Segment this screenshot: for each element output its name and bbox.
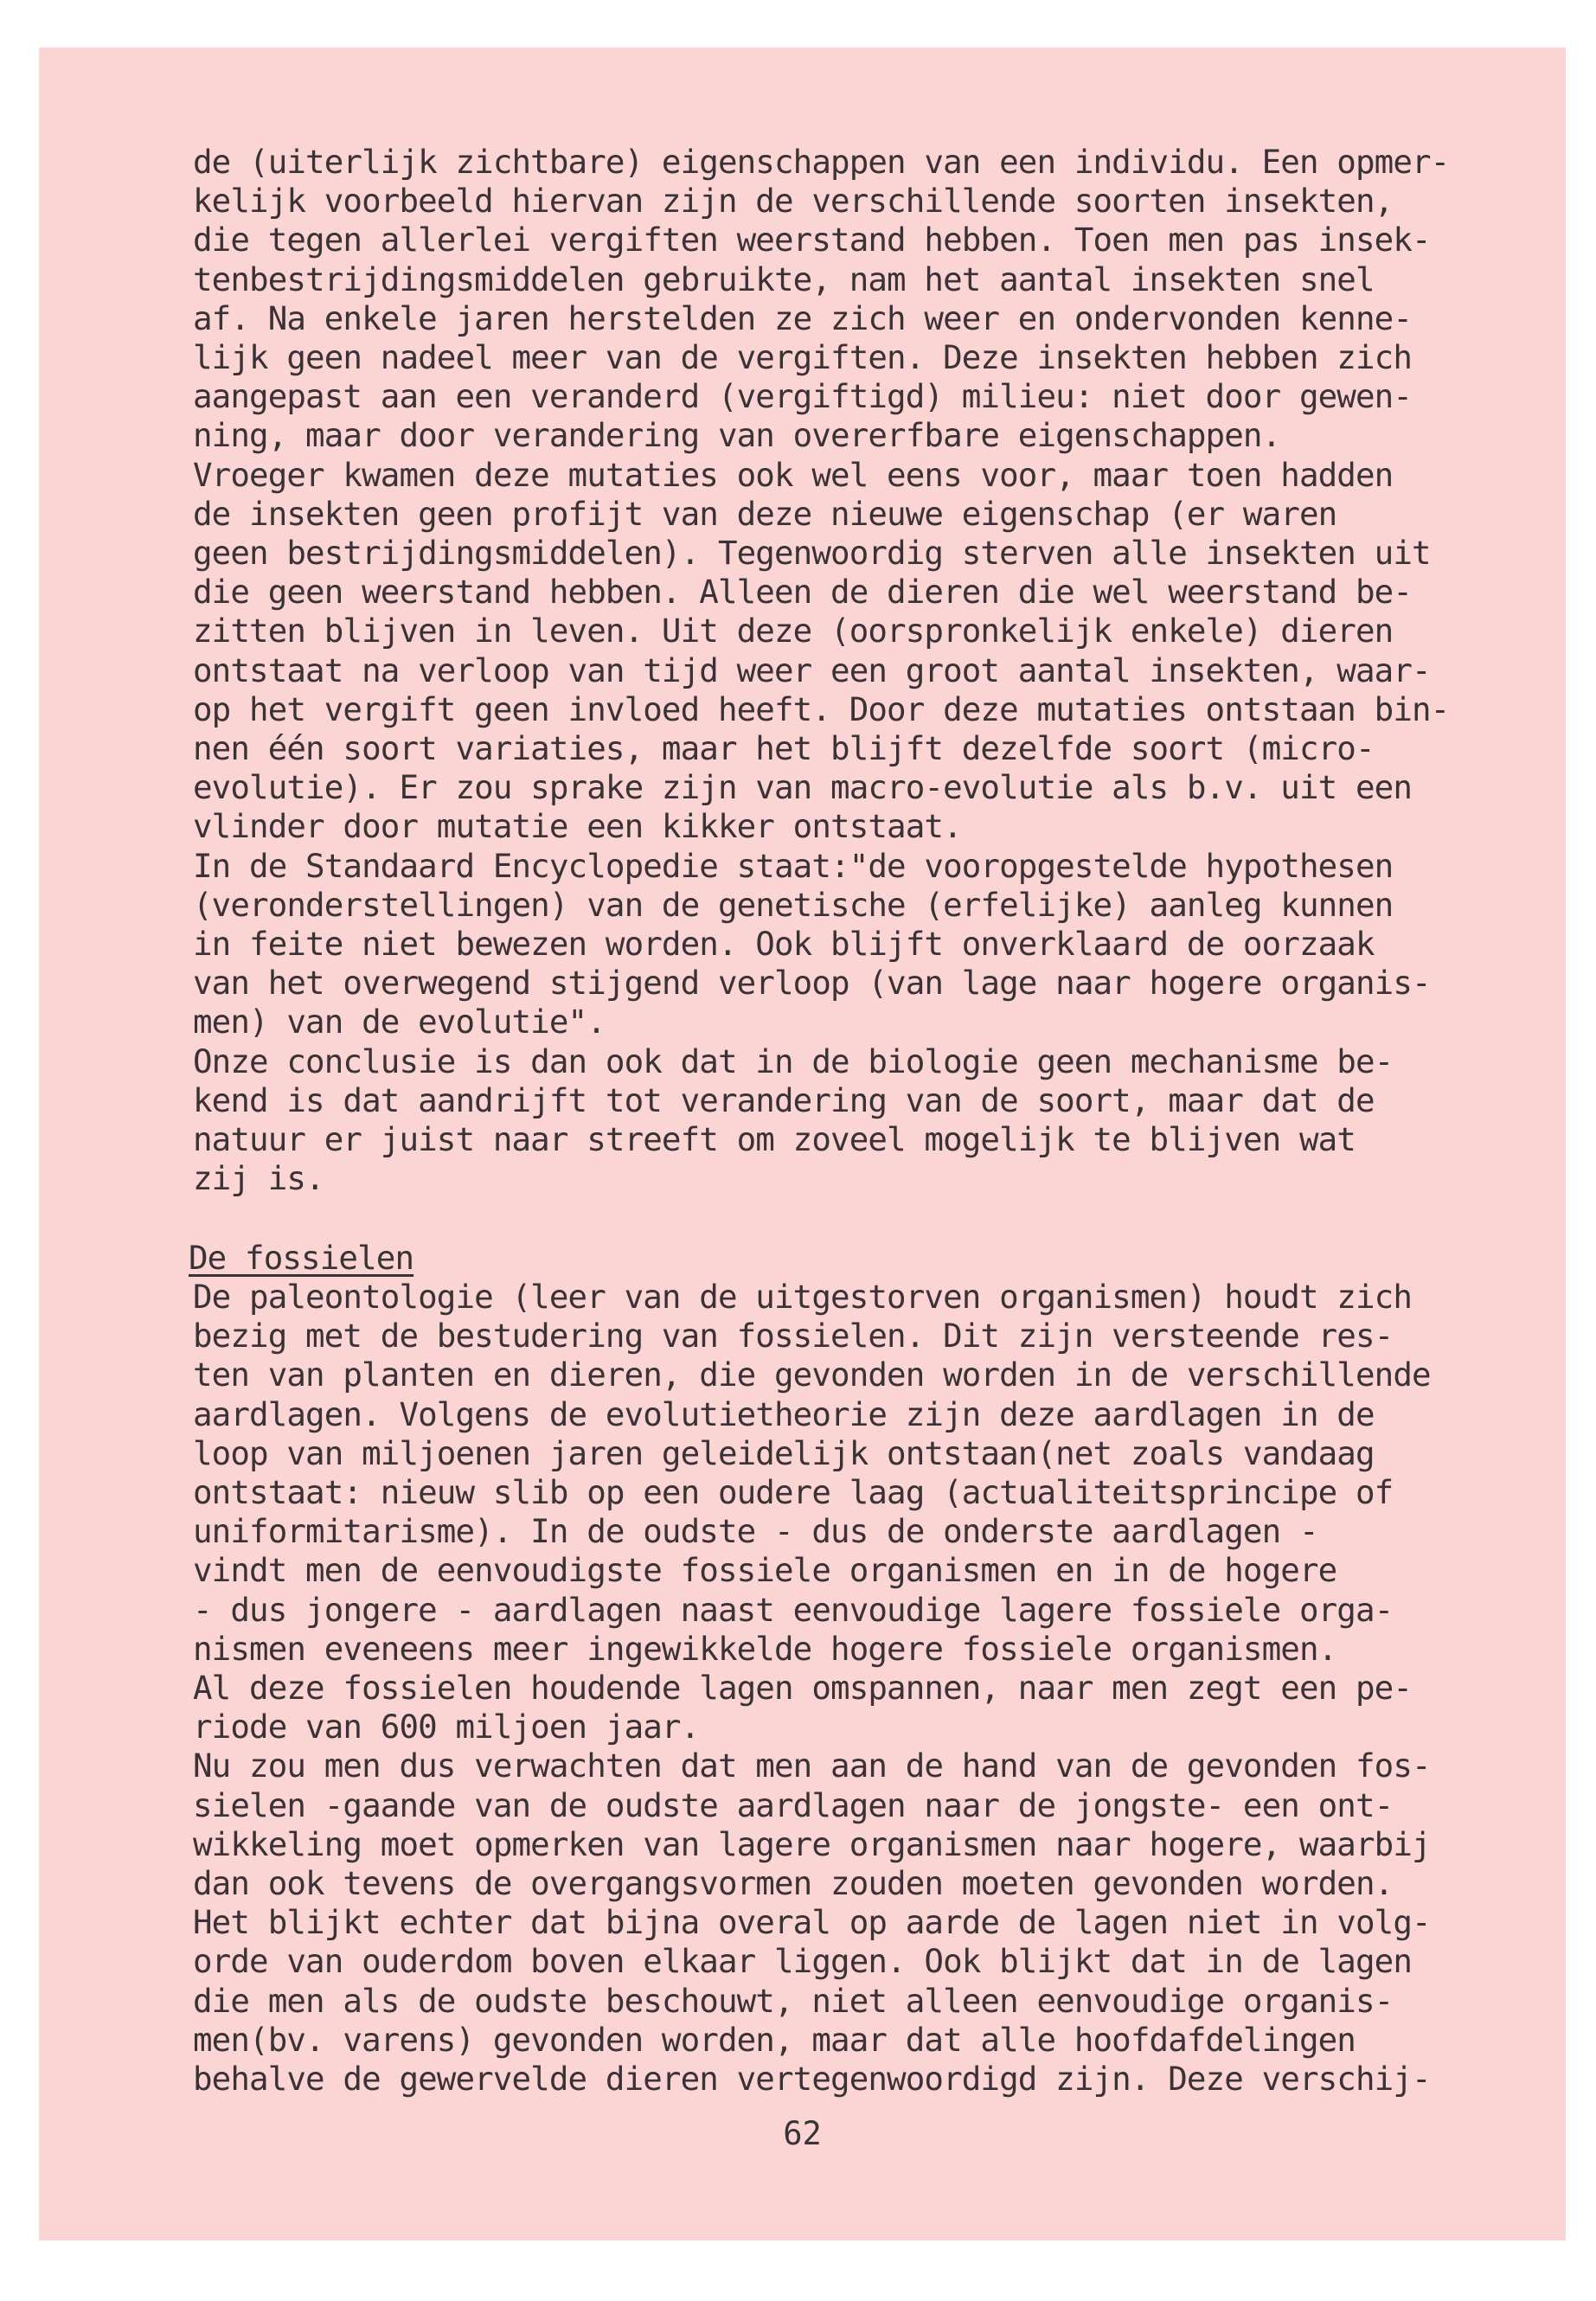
text-line: die tegen allerlei vergiften weerstand hebben. Toen men pas insek- — [193, 221, 1431, 260]
document-page — [39, 48, 1566, 2240]
text-line: orde van ouderdom boven elkaar liggen. Ook blijkt dat in de lagen — [193, 1942, 1412, 1981]
text-line: geen bestrijdingsmiddelen). Tegenwoordig sterven alle insekten uit — [193, 534, 1431, 573]
text-line: vlinder door mutatie een kikker ontstaat. — [193, 807, 962, 846]
text-line: ning, maar door verandering van overerfbare eigenschappen. — [193, 416, 1281, 455]
text-line: (veronderstellingen) van de genetische (erfelijke) aanleg kunnen — [193, 885, 1394, 924]
text-line: aangepast aan een veranderd (vergiftigd) milieu: niet door gewen- — [193, 377, 1412, 416]
text-line: kelijk voorbeeld hiervan zijn de verschillende soorten insekten, — [193, 182, 1394, 221]
text-line: kend is dat aandrijft tot verandering van de soort, maar dat de — [193, 1080, 1375, 1119]
text-line: tenbestrijdingsmiddelen gebruikte, nam het aantal insekten snel — [193, 260, 1375, 298]
text-line: af. Na enkele jaren herstelden ze zich weer en ondervonden kenne- — [193, 298, 1412, 337]
text-line: nismen eveneens meer ingewikkelde hogere fossiele organismen. — [193, 1629, 1337, 1668]
text-line: aardlagen. Volgens de evolutietheorie zijn deze aardlagen in de — [193, 1394, 1375, 1433]
text-line: ontstaat na verloop van tijd weer een groot aantal insekten, waar- — [193, 651, 1431, 689]
text-line: op het vergift geen invloed heeft. Door deze mutaties ontstaan bin- — [193, 689, 1450, 728]
text-line: men(bv. varens) gevonden worden, maar dat alle hoofdafdelingen — [193, 2020, 1356, 2059]
text-line: wikkeling moet opmerken van lagere organismen naar hogere, waarbij — [193, 1824, 1431, 1863]
text-line: Vroeger kwamen deze mutaties ook wel eens voor, maar toen hadden — [193, 455, 1394, 494]
page-number: 62 — [783, 2115, 822, 2152]
text-line: nen één soort variaties, maar het blijft dezelfde soort (micro- — [193, 729, 1375, 768]
text-line: Nu zou men dus verwachten dat men aan de hand van de gevonden fos- — [193, 1747, 1431, 1785]
text-line: Onze conclusie is dan ook dat in de biologie geen mechanisme be- — [193, 1042, 1394, 1080]
text-line: uniformitarisme). In de oudste - dus de onderste aardlagen - — [193, 1512, 1318, 1551]
text-line: ten van planten en dieren, die gevonden worden in de verschillende — [193, 1356, 1431, 1394]
text-line: - dus jongere - aardlagen naast eenvoudige lagere fossiele orga- — [193, 1590, 1394, 1629]
body-paragraph-biology — [193, 143, 1560, 1198]
text-line: de (uiterlijk zichtbare) eigenschappen van een individu. Een opmer- — [193, 143, 1450, 181]
text-line: vindt men de eenvoudigste fossiele organismen en in de hogere — [193, 1551, 1337, 1590]
text-line: die men als de oudste beschouwt, niet alleen eenvoudige organis- — [193, 1981, 1394, 2020]
text-line: in feite niet bewezen worden. Ook blijft onverklaard de oorzaak — [193, 925, 1375, 964]
text-line: evolutie). Er zou sprake zijn van macro-evolutie als b.v. uit een — [193, 768, 1412, 807]
text-line: Het blijkt echter dat bijna overal op aarde de lagen niet in volg- — [193, 1903, 1431, 1942]
text-line: lijk geen nadeel meer van de vergiften. Deze insekten hebben zich — [193, 338, 1412, 377]
text-line: die geen weerstand hebben. Alleen de dieren die wel weerstand be- — [193, 573, 1412, 612]
text-line: men) van de evolutie". — [193, 1003, 606, 1042]
text-line: de insekten geen profijt van deze nieuwe eigenschap (er waren — [193, 494, 1337, 533]
text-line: natuur er juist naar streeft om zoveel mogelijk te blijven wat — [193, 1120, 1356, 1159]
text-line: bezig met de bestudering van fossielen. Dit zijn versteende res- — [193, 1317, 1394, 1356]
text-line: ontstaat: nieuw slib op een oudere laag (actualiteitsprincipe of — [193, 1473, 1394, 1512]
text-line: zitten blijven in leven. Uit deze (oorspronkelijk enkele) dieren — [193, 612, 1394, 651]
section-heading: De fossielen — [189, 1239, 414, 1277]
body-paragraph-fossils — [193, 1278, 1560, 2099]
text-line: sielen -gaande van de oudste aardlagen naar de jongste- een ont- — [193, 1785, 1394, 1824]
text-line: dan ook tevens de overgangsvormen zouden moeten gevonden worden. — [193, 1864, 1394, 1903]
text-line: behalve de gewervelde dieren vertegenwoordigd zijn. Deze verschij- — [193, 2060, 1431, 2099]
text-line: De paleontologie (leer van de uitgestorven organismen) houdt zich — [193, 1278, 1412, 1316]
text-line: van het overwegend stijgend verloop (van lage naar hogere organis- — [193, 964, 1431, 1003]
text-line: riode van 600 miljoen jaar. — [193, 1708, 700, 1747]
text-line: zij is. — [193, 1159, 324, 1198]
text-line: In de Standaard Encyclopedie staat:"de vooropgestelde hypothesen — [193, 846, 1394, 885]
text-line: loop van miljoenen jaren geleidelijk ontstaan(net zoals vandaag — [193, 1433, 1375, 1472]
text-line: Al deze fossielen houdende lagen omspannen, naar men zegt een pe- — [193, 1669, 1412, 1708]
